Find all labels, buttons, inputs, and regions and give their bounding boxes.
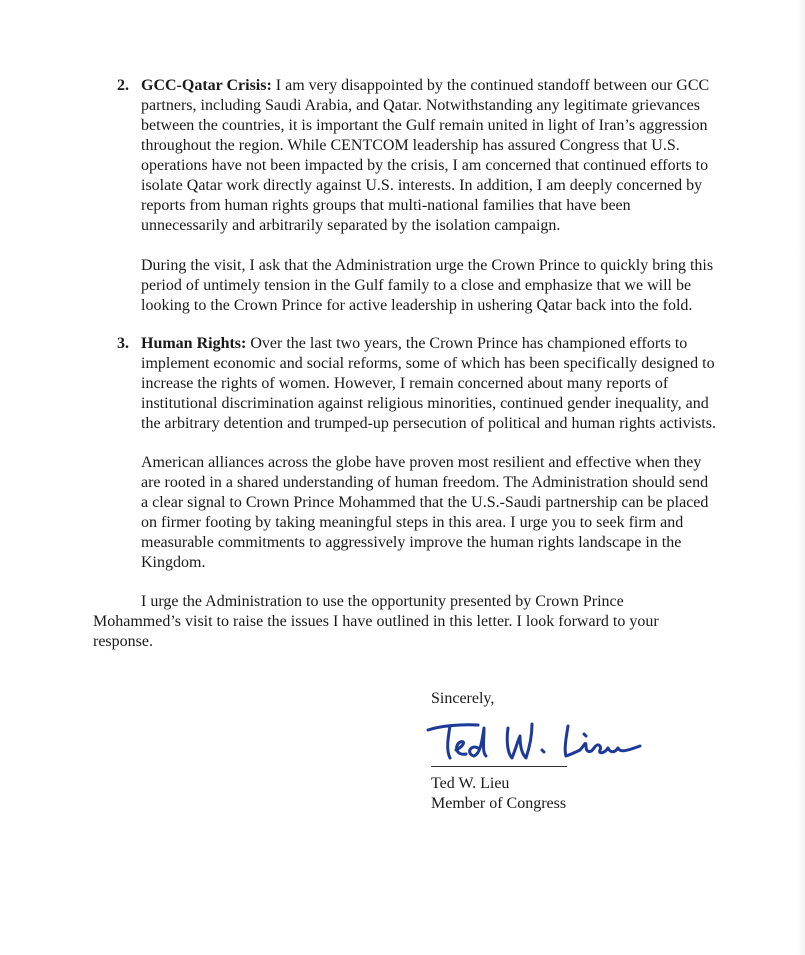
item-number: 3. (117, 335, 129, 352)
item-first-line: GCC-Qatar Crisis: I am very disappointed by the continued standoff between our GCC (141, 77, 710, 94)
item-line: institutional discrimination against religious minorities, continued gender inequality, and (141, 395, 709, 412)
list-item-gcc-qatar (117, 76, 732, 236)
item-line: increase the rights of women. However, I remain concerned about many reports of (141, 375, 669, 392)
item-heading: GCC-Qatar Crisis: (141, 77, 272, 94)
sign-off: Sincerely, (431, 690, 495, 707)
signer-title: Member of Congress (431, 795, 567, 812)
handwritten-signature (420, 712, 650, 772)
gcc-followup-paragraph: During the visit, I ask that the Administration urge the Crown Prince to quickly bring this period of untimely tension in the Gulf family to a close and emphasize that we will be looking to the Crown Prince for active leadership in ushering Qatar back into the fold. (141, 257, 714, 314)
item-number: 2. (117, 77, 129, 94)
item-first-line: Human Rights: Over the last two years, the Crown Prince has championed efforts to (141, 335, 688, 352)
item-line: operations have not been impacted by the crisis, I am concerned that continued efforts to (141, 157, 709, 174)
item-line: throughout the region. While CENTCOM leadership has assured Congress that U.S. (141, 137, 680, 154)
signer-name: Ted W. Lieu (431, 775, 510, 792)
item-line: between the countries, it is important the Gulf remain united in light of Iran’s aggression (141, 117, 708, 134)
item-line: partners, including Saudi Arabia, and Qatar. Notwithstanding any legitimate grievances (141, 97, 700, 114)
item-line: the arbitrary detention and trumped-up persecution of political and human rights activists. (141, 415, 716, 432)
scan-edge-shadow (797, 0, 805, 955)
item-heading: Human Rights: (141, 335, 247, 352)
item-line: isolate Qatar work directly against U.S. interests. In addition, I am deeply concerned by (141, 177, 703, 194)
signature-line (431, 766, 567, 767)
item-line: reports from human rights groups that multi-national families that have been (141, 197, 631, 214)
list-item-human-rights (117, 334, 732, 434)
item-line: unnecessarily and arbitrarily separated by the isolation campaign. (141, 217, 561, 234)
closing-paragraph: I urge the Administration to use the opportunity presented by Crown Prince Mohammed’s visit to raise the issues I have outlined in this letter. I look forward to your response. (93, 593, 659, 650)
human-rights-followup-paragraph: American alliances across the globe have proven most resilient and effective when they are rooted in a shared understanding of human freedom. The Administration should send a clear signal to Crown Prince Mohammed that the U.S.-Saudi partnership can be placed on firmer footing by taking meaningful steps in this area. I urge you to seek firm and measurable commitments to aggressively improve the human rights landscape in the Kingdom. (141, 454, 709, 571)
item-line: implement economic and social reforms, some of which has been specifically designed to (141, 355, 715, 372)
